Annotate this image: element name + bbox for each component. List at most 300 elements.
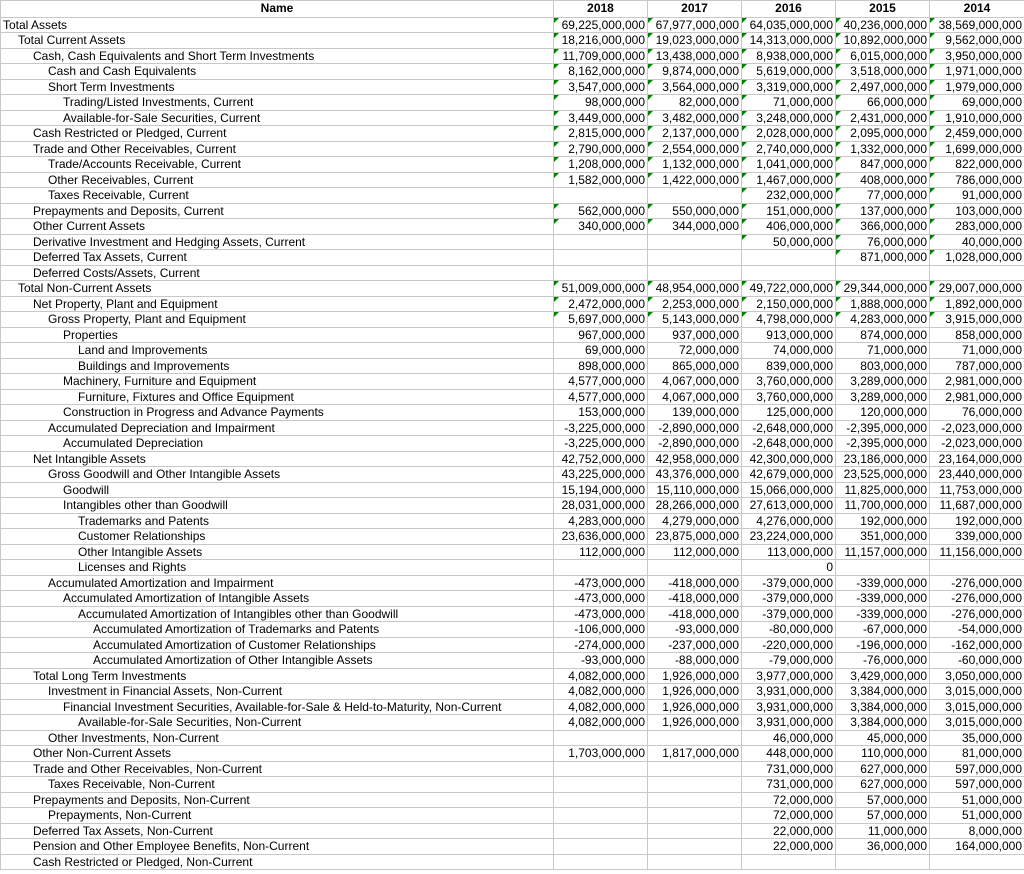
value-cell-2016[interactable]: 5,619,000,000 [742,64,836,80]
value-cell-2017[interactable]: 5,143,000,000 [648,312,742,328]
value-cell-2014[interactable]: 339,000,000 [930,529,1024,545]
value-cell-2015[interactable]: 3,384,000,000 [836,715,930,731]
value-cell-2017[interactable] [648,250,742,266]
value-cell-2014[interactable]: 858,000,000 [930,327,1024,343]
value-cell-2015[interactable]: 3,289,000,000 [836,389,930,405]
value-cell-2018[interactable] [554,792,648,808]
value-cell-2017[interactable]: 72,000,000 [648,343,742,359]
value-cell-2015[interactable]: 2,095,000,000 [836,126,930,142]
value-cell-2015[interactable] [836,265,930,281]
value-cell-2017[interactable]: -88,000,000 [648,653,742,669]
value-cell-2015[interactable] [836,854,930,870]
row-label[interactable]: Available-for-Sale Securities, Non-Current [1,715,554,731]
value-cell-2016[interactable]: 2,150,000,000 [742,296,836,312]
value-cell-2017[interactable]: 1,926,000,000 [648,668,742,684]
value-cell-2018[interactable]: 18,216,000,000 [554,33,648,49]
value-cell-2016[interactable]: 1,467,000,000 [742,172,836,188]
value-cell-2015[interactable]: 2,497,000,000 [836,79,930,95]
row-label[interactable]: Machinery, Furniture and Equipment [1,374,554,390]
value-cell-2015[interactable]: 1,332,000,000 [836,141,930,157]
value-cell-2014[interactable]: 3,915,000,000 [930,312,1024,328]
value-cell-2017[interactable]: 1,422,000,000 [648,172,742,188]
value-cell-2015[interactable]: 57,000,000 [836,792,930,808]
value-cell-2014[interactable]: 192,000,000 [930,513,1024,529]
value-cell-2015[interactable]: -2,395,000,000 [836,420,930,436]
value-cell-2016[interactable]: 49,722,000,000 [742,281,836,297]
value-cell-2016[interactable]: -2,648,000,000 [742,436,836,452]
value-cell-2014[interactable]: 597,000,000 [930,761,1024,777]
value-cell-2016[interactable]: 3,977,000,000 [742,668,836,684]
value-cell-2017[interactable] [648,823,742,839]
value-cell-2015[interactable]: 1,888,000,000 [836,296,930,312]
value-cell-2014[interactable]: 8,000,000 [930,823,1024,839]
value-cell-2018[interactable]: 2,790,000,000 [554,141,648,157]
value-cell-2014[interactable]: 35,000,000 [930,730,1024,746]
value-cell-2016[interactable]: 151,000,000 [742,203,836,219]
value-cell-2015[interactable]: 77,000,000 [836,188,930,204]
row-label[interactable]: Cash Restricted or Pledged, Non-Current [1,854,554,870]
value-cell-2016[interactable]: 232,000,000 [742,188,836,204]
value-cell-2014[interactable]: 38,569,000,000 [930,17,1024,33]
value-cell-2014[interactable]: 786,000,000 [930,172,1024,188]
value-cell-2018[interactable]: 69,225,000,000 [554,17,648,33]
row-label[interactable]: Properties [1,327,554,343]
value-cell-2016[interactable]: 125,000,000 [742,405,836,421]
row-label[interactable]: Other Receivables, Current [1,172,554,188]
value-cell-2015[interactable]: 29,344,000,000 [836,281,930,297]
value-cell-2014[interactable]: 81,000,000 [930,746,1024,762]
row-label[interactable]: Customer Relationships [1,529,554,545]
value-cell-2015[interactable]: 3,429,000,000 [836,668,930,684]
value-cell-2018[interactable]: 4,577,000,000 [554,389,648,405]
value-cell-2016[interactable]: 406,000,000 [742,219,836,235]
value-cell-2015[interactable]: -339,000,000 [836,591,930,607]
row-label[interactable]: Total Long Term Investments [1,668,554,684]
value-cell-2018[interactable]: 51,009,000,000 [554,281,648,297]
value-cell-2015[interactable]: 57,000,000 [836,808,930,824]
value-cell-2018[interactable]: 3,547,000,000 [554,79,648,95]
row-label[interactable]: Cash Restricted or Pledged, Current [1,126,554,142]
value-cell-2016[interactable]: 3,248,000,000 [742,110,836,126]
value-cell-2018[interactable]: 23,636,000,000 [554,529,648,545]
value-cell-2014[interactable] [930,265,1024,281]
value-cell-2018[interactable]: -3,225,000,000 [554,420,648,436]
header-year-2016[interactable]: 2016 [742,1,836,18]
value-cell-2017[interactable]: 2,137,000,000 [648,126,742,142]
row-label[interactable]: Furniture, Fixtures and Office Equipment [1,389,554,405]
value-cell-2017[interactable]: 42,958,000,000 [648,451,742,467]
value-cell-2015[interactable]: 120,000,000 [836,405,930,421]
value-cell-2018[interactable] [554,777,648,793]
value-cell-2017[interactable]: 67,977,000,000 [648,17,742,33]
value-cell-2016[interactable]: 0 [742,560,836,576]
row-label[interactable]: Deferred Tax Assets, Non-Current [1,823,554,839]
value-cell-2018[interactable] [554,560,648,576]
value-cell-2018[interactable]: 4,082,000,000 [554,668,648,684]
value-cell-2014[interactable]: -2,023,000,000 [930,436,1024,452]
row-label[interactable]: Construction in Progress and Advance Payments [1,405,554,421]
value-cell-2018[interactable]: 98,000,000 [554,95,648,111]
value-cell-2014[interactable]: 11,753,000,000 [930,482,1024,498]
row-label[interactable]: Taxes Receivable, Non-Current [1,777,554,793]
value-cell-2018[interactable]: 4,283,000,000 [554,513,648,529]
value-cell-2016[interactable]: 4,798,000,000 [742,312,836,328]
value-cell-2015[interactable]: 36,000,000 [836,839,930,855]
value-cell-2016[interactable]: 22,000,000 [742,839,836,855]
value-cell-2016[interactable]: 14,313,000,000 [742,33,836,49]
value-cell-2017[interactable] [648,265,742,281]
row-label[interactable]: Trade and Other Receivables, Current [1,141,554,157]
value-cell-2016[interactable] [742,265,836,281]
value-cell-2016[interactable]: 50,000,000 [742,234,836,250]
value-cell-2015[interactable]: 10,892,000,000 [836,33,930,49]
value-cell-2018[interactable]: 1,703,000,000 [554,746,648,762]
row-label[interactable]: Goodwill [1,482,554,498]
value-cell-2014[interactable]: -162,000,000 [930,637,1024,653]
value-cell-2015[interactable]: -2,395,000,000 [836,436,930,452]
value-cell-2016[interactable]: 22,000,000 [742,823,836,839]
value-cell-2018[interactable]: 69,000,000 [554,343,648,359]
row-label[interactable]: Other Non-Current Assets [1,746,554,762]
value-cell-2018[interactable]: 43,225,000,000 [554,467,648,483]
value-cell-2014[interactable]: 9,562,000,000 [930,33,1024,49]
value-cell-2017[interactable]: 9,874,000,000 [648,64,742,80]
value-cell-2015[interactable]: 3,289,000,000 [836,374,930,390]
value-cell-2015[interactable]: 3,384,000,000 [836,684,930,700]
value-cell-2015[interactable]: 366,000,000 [836,219,930,235]
value-cell-2017[interactable]: 1,926,000,000 [648,699,742,715]
value-cell-2018[interactable]: 28,031,000,000 [554,498,648,514]
value-cell-2017[interactable]: 112,000,000 [648,544,742,560]
row-label[interactable]: Land and Improvements [1,343,554,359]
value-cell-2015[interactable]: 23,525,000,000 [836,467,930,483]
row-label[interactable]: Available-for-Sale Securities, Current [1,110,554,126]
value-cell-2017[interactable]: 2,554,000,000 [648,141,742,157]
value-cell-2015[interactable]: 847,000,000 [836,157,930,173]
value-cell-2018[interactable]: 4,082,000,000 [554,715,648,731]
row-label[interactable]: Gross Property, Plant and Equipment [1,312,554,328]
value-cell-2018[interactable]: -274,000,000 [554,637,648,653]
value-cell-2014[interactable]: 69,000,000 [930,95,1024,111]
value-cell-2015[interactable]: 71,000,000 [836,343,930,359]
value-cell-2014[interactable]: 23,440,000,000 [930,467,1024,483]
row-label[interactable]: Prepayments, Non-Current [1,808,554,824]
value-cell-2018[interactable]: 1,208,000,000 [554,157,648,173]
value-cell-2015[interactable]: 66,000,000 [836,95,930,111]
value-cell-2014[interactable]: 51,000,000 [930,792,1024,808]
value-cell-2014[interactable] [930,854,1024,870]
value-cell-2014[interactable]: 1,979,000,000 [930,79,1024,95]
value-cell-2014[interactable]: 1,028,000,000 [930,250,1024,266]
value-cell-2017[interactable] [648,234,742,250]
row-label[interactable]: Buildings and Improvements [1,358,554,374]
value-cell-2014[interactable]: 11,687,000,000 [930,498,1024,514]
value-cell-2018[interactable]: 4,577,000,000 [554,374,648,390]
value-cell-2018[interactable] [554,839,648,855]
value-cell-2015[interactable]: 4,283,000,000 [836,312,930,328]
value-cell-2017[interactable]: 1,817,000,000 [648,746,742,762]
value-cell-2014[interactable]: 283,000,000 [930,219,1024,235]
value-cell-2015[interactable]: 351,000,000 [836,529,930,545]
row-label[interactable]: Net Property, Plant and Equipment [1,296,554,312]
value-cell-2016[interactable]: 839,000,000 [742,358,836,374]
value-cell-2014[interactable]: 1,971,000,000 [930,64,1024,80]
value-cell-2018[interactable]: 11,709,000,000 [554,48,648,64]
value-cell-2018[interactable] [554,761,648,777]
value-cell-2018[interactable]: 4,082,000,000 [554,684,648,700]
header-year-2015[interactable]: 2015 [836,1,930,18]
row-label[interactable]: Trademarks and Patents [1,513,554,529]
value-cell-2016[interactable]: 731,000,000 [742,777,836,793]
value-cell-2018[interactable] [554,188,648,204]
value-cell-2014[interactable]: 29,007,000,000 [930,281,1024,297]
value-cell-2016[interactable]: 448,000,000 [742,746,836,762]
row-label[interactable]: Accumulated Amortization of Trademarks and Patents [1,622,554,638]
value-cell-2017[interactable]: 550,000,000 [648,203,742,219]
value-cell-2018[interactable] [554,250,648,266]
value-cell-2015[interactable]: 11,157,000,000 [836,544,930,560]
row-label[interactable]: Trading/Listed Investments, Current [1,95,554,111]
value-cell-2017[interactable]: 82,000,000 [648,95,742,111]
value-cell-2016[interactable] [742,854,836,870]
value-cell-2017[interactable] [648,854,742,870]
value-cell-2015[interactable]: 408,000,000 [836,172,930,188]
value-cell-2018[interactable]: 1,582,000,000 [554,172,648,188]
row-label[interactable]: Investment in Financial Assets, Non-Current [1,684,554,700]
value-cell-2018[interactable] [554,808,648,824]
value-cell-2016[interactable]: 1,041,000,000 [742,157,836,173]
value-cell-2016[interactable]: 71,000,000 [742,95,836,111]
value-cell-2015[interactable]: 76,000,000 [836,234,930,250]
value-cell-2015[interactable]: -339,000,000 [836,575,930,591]
value-cell-2016[interactable]: -79,000,000 [742,653,836,669]
value-cell-2018[interactable]: -3,225,000,000 [554,436,648,452]
value-cell-2018[interactable] [554,730,648,746]
value-cell-2014[interactable]: 3,015,000,000 [930,715,1024,731]
value-cell-2014[interactable]: 103,000,000 [930,203,1024,219]
value-cell-2017[interactable] [648,188,742,204]
value-cell-2018[interactable]: -473,000,000 [554,575,648,591]
value-cell-2014[interactable]: 597,000,000 [930,777,1024,793]
value-cell-2015[interactable]: 3,518,000,000 [836,64,930,80]
value-cell-2017[interactable] [648,730,742,746]
value-cell-2018[interactable]: 562,000,000 [554,203,648,219]
row-label[interactable]: Accumulated Amortization of Customer Relationships [1,637,554,653]
value-cell-2016[interactable]: -2,648,000,000 [742,420,836,436]
value-cell-2015[interactable]: 45,000,000 [836,730,930,746]
value-cell-2014[interactable]: -276,000,000 [930,606,1024,622]
value-cell-2017[interactable]: 1,926,000,000 [648,715,742,731]
row-label[interactable]: Accumulated Depreciation [1,436,554,452]
value-cell-2016[interactable]: 113,000,000 [742,544,836,560]
value-cell-2017[interactable]: 19,023,000,000 [648,33,742,49]
row-label[interactable]: Trade/Accounts Receivable, Current [1,157,554,173]
value-cell-2015[interactable] [836,560,930,576]
value-cell-2017[interactable]: -418,000,000 [648,575,742,591]
value-cell-2017[interactable] [648,777,742,793]
value-cell-2015[interactable]: 137,000,000 [836,203,930,219]
value-cell-2014[interactable]: 164,000,000 [930,839,1024,855]
value-cell-2016[interactable]: 15,066,000,000 [742,482,836,498]
header-name[interactable]: Name [1,1,554,18]
row-label[interactable]: Deferred Costs/Assets, Current [1,265,554,281]
value-cell-2017[interactable]: 23,875,000,000 [648,529,742,545]
value-cell-2016[interactable]: -80,000,000 [742,622,836,638]
value-cell-2017[interactable]: 48,954,000,000 [648,281,742,297]
value-cell-2018[interactable]: 340,000,000 [554,219,648,235]
value-cell-2016[interactable] [742,250,836,266]
value-cell-2018[interactable] [554,265,648,281]
value-cell-2016[interactable]: 64,035,000,000 [742,17,836,33]
value-cell-2015[interactable]: 627,000,000 [836,777,930,793]
value-cell-2016[interactable]: 731,000,000 [742,761,836,777]
value-cell-2017[interactable]: 3,482,000,000 [648,110,742,126]
value-cell-2014[interactable]: 2,459,000,000 [930,126,1024,142]
value-cell-2015[interactable]: 11,825,000,000 [836,482,930,498]
row-label[interactable]: Deferred Tax Assets, Current [1,250,554,266]
value-cell-2015[interactable]: 3,384,000,000 [836,699,930,715]
value-cell-2016[interactable]: 2,740,000,000 [742,141,836,157]
header-year-2014[interactable]: 2014 [930,1,1024,18]
value-cell-2018[interactable] [554,823,648,839]
value-cell-2017[interactable]: 2,253,000,000 [648,296,742,312]
row-label[interactable]: Total Non-Current Assets [1,281,554,297]
value-cell-2015[interactable]: -76,000,000 [836,653,930,669]
value-cell-2015[interactable]: 23,186,000,000 [836,451,930,467]
row-label[interactable]: Total Assets [1,17,554,33]
value-cell-2016[interactable]: 3,931,000,000 [742,699,836,715]
row-label[interactable]: Intangibles other than Goodwill [1,498,554,514]
value-cell-2014[interactable]: 3,950,000,000 [930,48,1024,64]
value-cell-2014[interactable]: 3,050,000,000 [930,668,1024,684]
value-cell-2014[interactable]: 91,000,000 [930,188,1024,204]
value-cell-2016[interactable]: 72,000,000 [742,792,836,808]
row-label[interactable]: Other Intangible Assets [1,544,554,560]
value-cell-2015[interactable]: -339,000,000 [836,606,930,622]
value-cell-2016[interactable]: 3,931,000,000 [742,684,836,700]
value-cell-2017[interactable]: 865,000,000 [648,358,742,374]
value-cell-2016[interactable]: -220,000,000 [742,637,836,653]
value-cell-2014[interactable]: 1,910,000,000 [930,110,1024,126]
value-cell-2016[interactable]: 46,000,000 [742,730,836,746]
value-cell-2016[interactable]: 42,300,000,000 [742,451,836,467]
row-label[interactable]: Financial Investment Securities, Available-for-Sale & Held-to-Maturity, Non-Current [1,699,554,715]
row-label[interactable]: Cash, Cash Equivalents and Short Term Investments [1,48,554,64]
row-label[interactable]: Accumulated Amortization of Intangibles other than Goodwill [1,606,554,622]
value-cell-2017[interactable]: 1,132,000,000 [648,157,742,173]
value-cell-2014[interactable]: 71,000,000 [930,343,1024,359]
value-cell-2017[interactable]: 4,067,000,000 [648,389,742,405]
row-label[interactable]: Trade and Other Receivables, Non-Current [1,761,554,777]
row-label[interactable]: Net Intangible Assets [1,451,554,467]
value-cell-2017[interactable]: 937,000,000 [648,327,742,343]
value-cell-2014[interactable]: 40,000,000 [930,234,1024,250]
value-cell-2017[interactable]: -2,890,000,000 [648,420,742,436]
value-cell-2017[interactable]: -418,000,000 [648,606,742,622]
row-label[interactable]: Other Current Assets [1,219,554,235]
value-cell-2018[interactable]: 2,472,000,000 [554,296,648,312]
value-cell-2015[interactable]: 871,000,000 [836,250,930,266]
value-cell-2017[interactable]: 3,564,000,000 [648,79,742,95]
value-cell-2014[interactable]: 2,981,000,000 [930,374,1024,390]
value-cell-2018[interactable]: 4,082,000,000 [554,699,648,715]
row-label[interactable]: Accumulated Amortization of Intangible Assets [1,591,554,607]
value-cell-2016[interactable]: 74,000,000 [742,343,836,359]
row-label[interactable]: Accumulated Amortization of Other Intangible Assets [1,653,554,669]
value-cell-2014[interactable]: 1,699,000,000 [930,141,1024,157]
value-cell-2017[interactable]: 13,438,000,000 [648,48,742,64]
row-label[interactable]: Accumulated Depreciation and Impairment [1,420,554,436]
row-label[interactable]: Gross Goodwill and Other Intangible Assets [1,467,554,483]
value-cell-2018[interactable]: 112,000,000 [554,544,648,560]
value-cell-2018[interactable]: -473,000,000 [554,606,648,622]
value-cell-2015[interactable]: 40,236,000,000 [836,17,930,33]
value-cell-2017[interactable]: -2,890,000,000 [648,436,742,452]
value-cell-2018[interactable]: -93,000,000 [554,653,648,669]
value-cell-2015[interactable]: 874,000,000 [836,327,930,343]
row-label[interactable]: Short Term Investments [1,79,554,95]
value-cell-2017[interactable]: 28,266,000,000 [648,498,742,514]
row-label[interactable]: Licenses and Rights [1,560,554,576]
value-cell-2017[interactable]: 4,067,000,000 [648,374,742,390]
value-cell-2016[interactable]: -379,000,000 [742,591,836,607]
value-cell-2014[interactable]: 822,000,000 [930,157,1024,173]
value-cell-2017[interactable]: -237,000,000 [648,637,742,653]
value-cell-2018[interactable]: -473,000,000 [554,591,648,607]
value-cell-2017[interactable]: 344,000,000 [648,219,742,235]
value-cell-2018[interactable]: 42,752,000,000 [554,451,648,467]
value-cell-2016[interactable]: 3,319,000,000 [742,79,836,95]
value-cell-2017[interactable] [648,560,742,576]
value-cell-2014[interactable]: 23,164,000,000 [930,451,1024,467]
value-cell-2017[interactable]: 4,279,000,000 [648,513,742,529]
header-year-2017[interactable]: 2017 [648,1,742,18]
value-cell-2016[interactable]: 72,000,000 [742,808,836,824]
row-label[interactable]: Pension and Other Employee Benefits, Non-Current [1,839,554,855]
value-cell-2016[interactable]: 27,613,000,000 [742,498,836,514]
value-cell-2014[interactable]: 11,156,000,000 [930,544,1024,560]
value-cell-2018[interactable]: 5,697,000,000 [554,312,648,328]
value-cell-2014[interactable]: 1,892,000,000 [930,296,1024,312]
value-cell-2018[interactable]: 967,000,000 [554,327,648,343]
value-cell-2014[interactable]: 787,000,000 [930,358,1024,374]
value-cell-2014[interactable]: -2,023,000,000 [930,420,1024,436]
value-cell-2014[interactable]: 3,015,000,000 [930,699,1024,715]
value-cell-2017[interactable] [648,792,742,808]
value-cell-2017[interactable]: 43,376,000,000 [648,467,742,483]
value-cell-2017[interactable]: -418,000,000 [648,591,742,607]
value-cell-2014[interactable] [930,560,1024,576]
row-label[interactable]: Taxes Receivable, Current [1,188,554,204]
value-cell-2014[interactable]: -54,000,000 [930,622,1024,638]
value-cell-2016[interactable]: -379,000,000 [742,606,836,622]
value-cell-2016[interactable]: 913,000,000 [742,327,836,343]
value-cell-2015[interactable]: 2,431,000,000 [836,110,930,126]
value-cell-2015[interactable]: 110,000,000 [836,746,930,762]
value-cell-2017[interactable]: -93,000,000 [648,622,742,638]
value-cell-2017[interactable] [648,808,742,824]
value-cell-2018[interactable]: 8,162,000,000 [554,64,648,80]
value-cell-2017[interactable]: 1,926,000,000 [648,684,742,700]
value-cell-2018[interactable]: 898,000,000 [554,358,648,374]
value-cell-2015[interactable]: 803,000,000 [836,358,930,374]
value-cell-2016[interactable]: 8,938,000,000 [742,48,836,64]
value-cell-2018[interactable]: 3,449,000,000 [554,110,648,126]
value-cell-2016[interactable]: 23,224,000,000 [742,529,836,545]
value-cell-2018[interactable] [554,854,648,870]
value-cell-2014[interactable]: -276,000,000 [930,591,1024,607]
value-cell-2015[interactable]: -196,000,000 [836,637,930,653]
